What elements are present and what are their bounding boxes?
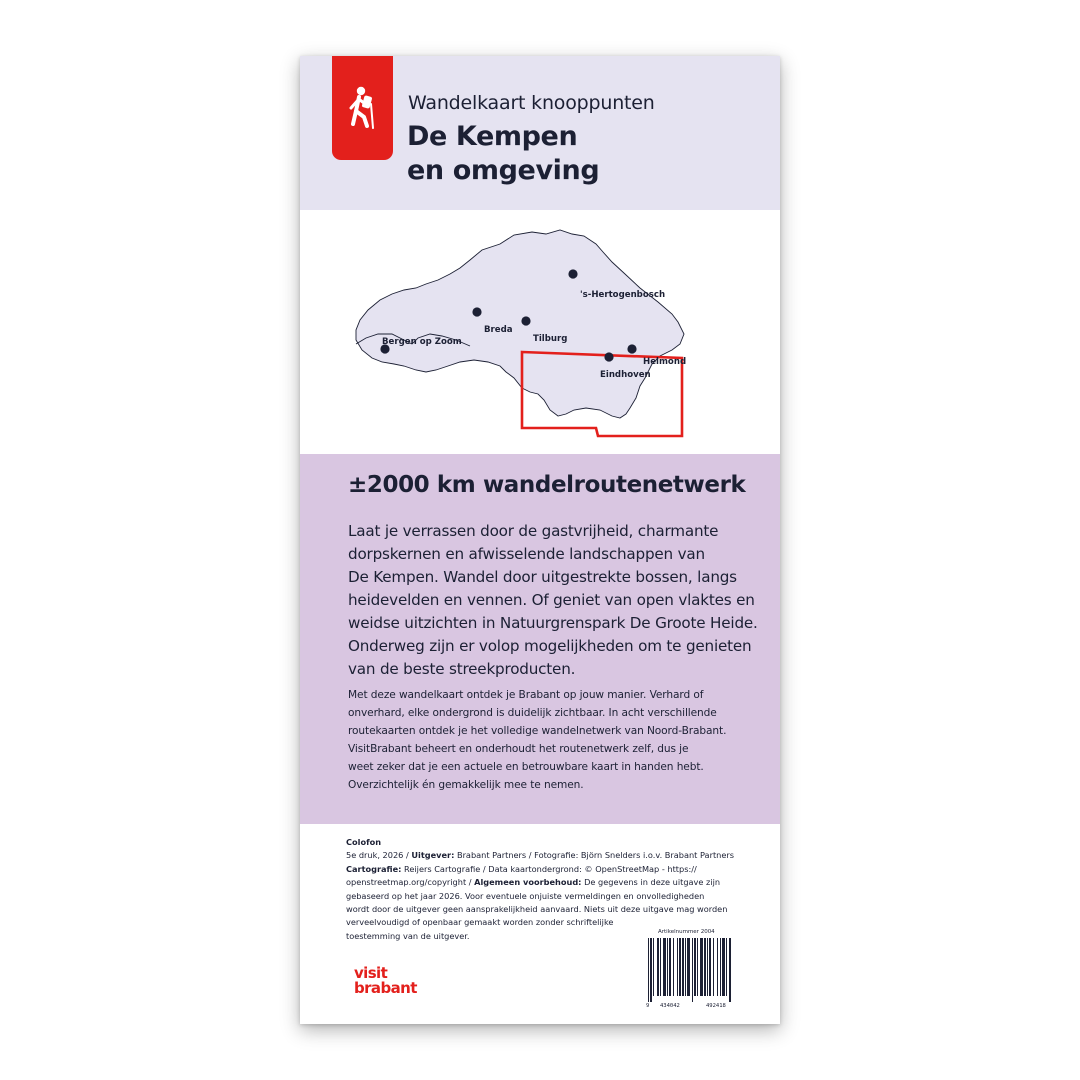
barcode-digits-right: 492418 xyxy=(706,1003,726,1009)
hiking-badge xyxy=(332,56,393,160)
barcode-bar xyxy=(720,938,721,996)
body-line: Overzichtelijk én gemakkelijk mee te nemen. xyxy=(348,779,584,791)
colofon-line: gebaseerd op het jaar 2026. Voor eventuele onjuiste vermeldingen en onvolledigheden xyxy=(346,890,705,901)
barcode-bar xyxy=(687,938,690,996)
barcode-bar xyxy=(660,938,661,996)
barcode-bar xyxy=(700,938,703,996)
title-line-2: en omgeving xyxy=(407,155,600,186)
colofon-line: toestemming van de uitgever. xyxy=(346,930,470,941)
body-line: Met deze wandelkaart ontdek je Brabant op jouw manier. Verhard of xyxy=(348,689,704,701)
network-heading: ±2000 km wandelroutenetwerk xyxy=(348,472,746,498)
body-line: VisitBrabant beheert en onderhoudt het routenetwerk zelf, dus je xyxy=(348,743,689,755)
description-section xyxy=(300,454,780,824)
map-title xyxy=(407,120,767,188)
barcode-bar xyxy=(669,938,671,996)
map-cover-back xyxy=(300,56,780,1024)
body-line: weet zeker dat je een actuele en betrouwbare kaart in handen hebt. xyxy=(348,761,704,773)
colofon-line: wordt door de uitgever geen aansprakelijkheid aanvaard. Niets uit deze uitgave mag worden xyxy=(346,904,728,915)
barcode-bar xyxy=(707,938,708,996)
intro-line: weidse uitzichten in Natuurgrenspark De Groote Heide. xyxy=(348,614,758,632)
city-dot-hertogenbosch xyxy=(568,269,577,278)
city-label-hertogenbosch: 's-Hertogenbosch xyxy=(580,290,666,300)
barcode-bar xyxy=(682,938,684,996)
barcode-bar xyxy=(729,938,731,1002)
barcode xyxy=(644,938,758,1002)
brabant-map xyxy=(300,210,780,454)
barcode-bar xyxy=(694,938,696,996)
intro-line: Laat je verrassen door de gastvrijheid, charmante xyxy=(348,522,719,540)
city-dot-breda xyxy=(472,307,481,316)
barcode-bar xyxy=(717,938,718,996)
city-label-breda: Breda xyxy=(484,325,513,335)
barcode-bar xyxy=(667,938,668,996)
barcode-bar xyxy=(704,938,706,996)
barcode-digits-left: 434042 xyxy=(660,1003,680,1009)
city-dot-tilburg xyxy=(521,316,530,325)
intro-line: van de beste streekproducten. xyxy=(348,660,576,678)
barcode-bar xyxy=(648,938,649,1002)
barcode-bar xyxy=(657,938,659,996)
barcode-bar xyxy=(677,938,678,996)
city-label-eindhoven: Eindhoven xyxy=(600,370,651,380)
colofon-line: 5e druk, 2026 / Uitgever: Brabant Partners / Fotografie: Björn Snelders i.o.v. Brabant Partners xyxy=(346,850,735,861)
intro-line: heidevelden en vennen. Of geniet van open vlaktes en xyxy=(348,591,755,609)
intro-paragraph xyxy=(348,520,768,681)
city-label-helmond: Helmond xyxy=(643,357,687,367)
barcode-bar xyxy=(650,938,652,1002)
body-line: onverhard, elke ondergrond is duidelijk zichtbaar. In acht verschillende xyxy=(348,707,717,719)
barcode-bar xyxy=(679,938,681,996)
city-dot-eindhoven xyxy=(604,352,613,361)
barcode-bar xyxy=(653,938,654,996)
barcode-bar xyxy=(709,938,711,996)
city-dot-helmond xyxy=(627,344,636,353)
cover-header xyxy=(300,56,780,210)
city-label-tilburg: Tilburg xyxy=(533,334,568,344)
hiker-icon xyxy=(342,84,382,134)
title-line-1: De Kempen xyxy=(407,121,578,152)
city-label-bergen-op-zoom: Bergen op Zoom xyxy=(382,337,462,347)
barcode-bar xyxy=(722,938,725,996)
intro-line: dorpskernen en afwisselende landschappen van xyxy=(348,545,705,563)
barcode-bar xyxy=(726,938,727,996)
colofon-heading: Colofon xyxy=(346,837,382,847)
colofon-line: openstreetmap.org/copyright / Algemeen voorbehoud: De gegevens in deze uitgave zijn xyxy=(346,877,721,888)
barcode-bar xyxy=(713,938,714,996)
region-map xyxy=(300,210,780,454)
barcode-bar xyxy=(697,938,698,996)
barcode-bar xyxy=(692,938,693,1002)
colofon-line: verveelvoudigd of openbaar gemaakt worden zonder schriftelijke xyxy=(346,917,614,928)
barcode-digit-first: 9 xyxy=(646,1003,650,1009)
body-line: routekaarten ontdek je het volledige wandelnetwerk van Noord-Brabant. xyxy=(348,725,727,737)
barcode-bar xyxy=(663,938,666,996)
visit-brabant-logo: visit brabant xyxy=(354,964,417,997)
colofon-line: Cartografie: Reijers Cartografie / Data kaartondergrond: © OpenStreetMap - https:// xyxy=(346,863,697,874)
article-number: Artikelnummer 2004 xyxy=(658,929,715,935)
colofon xyxy=(346,836,766,943)
noord-brabant-region xyxy=(356,230,687,418)
barcode-bar xyxy=(673,938,674,996)
barcode-bar xyxy=(685,938,686,996)
map-subtitle: Wandelkaart knooppunten xyxy=(408,92,655,114)
intro-line: De Kempen. Wandel door uitgestrekte bossen, langs xyxy=(348,568,737,586)
intro-line: Onderweg zijn er volop mogelijkheden om te genieten xyxy=(348,637,752,655)
body-paragraph xyxy=(348,686,768,794)
